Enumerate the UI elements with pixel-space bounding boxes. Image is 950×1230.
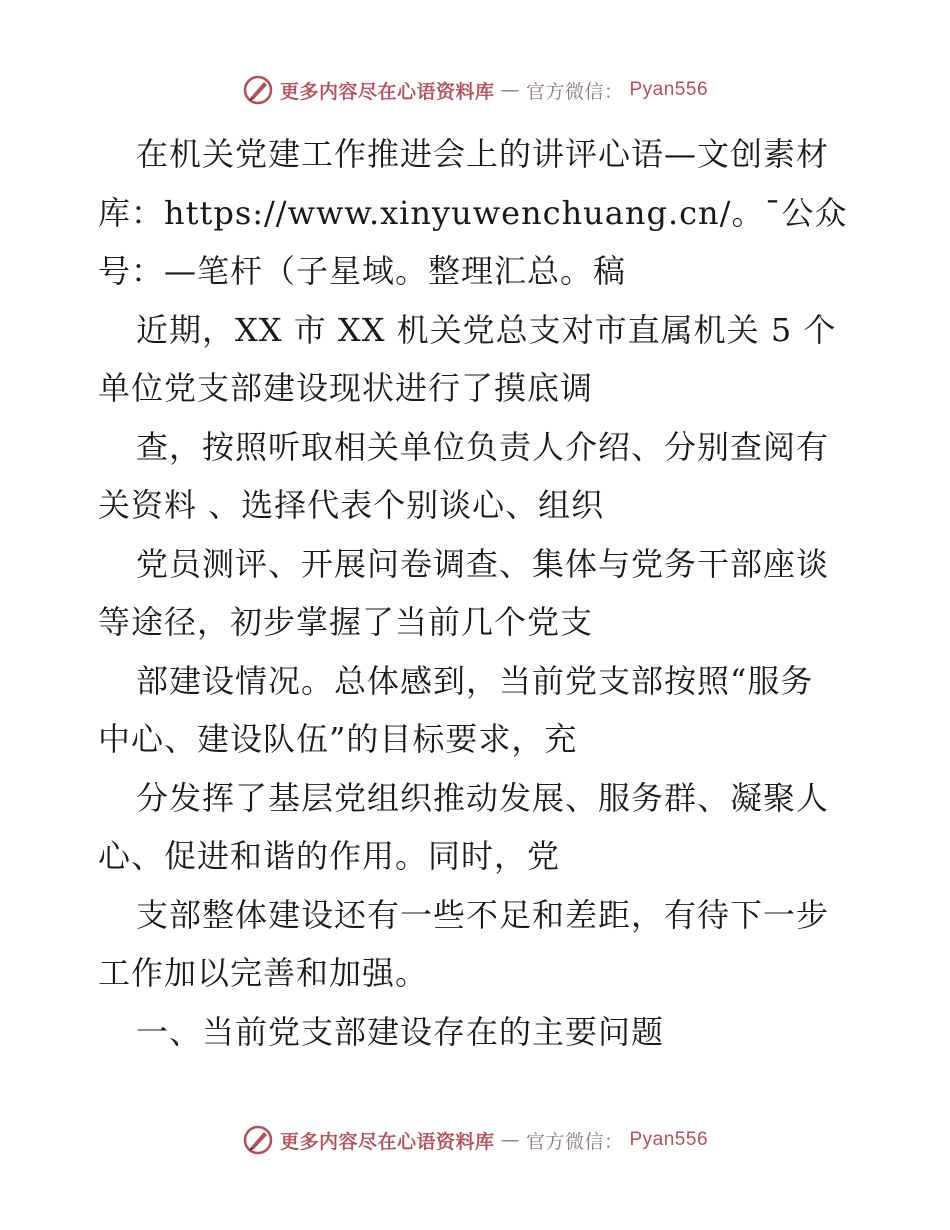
text-line: 关资料 、选择代表个别谈心、组织 [98, 486, 605, 524]
text-line: 近期，XX 市 XX 机关党总支对市直属机关 5 个 [136, 310, 837, 349]
text-line: 部建设情况。总体感到，当前党支部按照“服务 [136, 661, 814, 700]
text-line: 号：—笔杆（子星域。整理汇总。稿 [98, 252, 627, 290]
text-line: 库：https://www.xinyuwenchuang.cn/。¯公众 [98, 193, 848, 232]
quill-pen-logo-icon [242, 1124, 274, 1156]
footer-watermark [0, 1120, 950, 1160]
text-line: 中心、建设队伍”的目标要求，充 [98, 720, 578, 758]
text-line: 在机关党建工作推进会上的讲评心语—文创素材 [136, 135, 830, 173]
watermark-wechat-label: 官方微信： [525, 1130, 624, 1153]
watermark-wechat-id: Pyan556 [629, 1129, 709, 1150]
section-heading: 一、当前党支部建设存在的主要问题 [136, 1012, 665, 1051]
text-line: 支部整体建设还有一些不足和差距，有待下一步 [136, 895, 830, 934]
watermark-site-name: 更多内容尽在心语资料库 [279, 1130, 495, 1153]
text-line: 心、促进和谐的作用。同时，党 [98, 837, 561, 875]
text-line: 查，按照听取相关单位负责人介绍、分别查阅有 [136, 427, 830, 466]
watermark-site-name: 更多内容尽在心语资料库 [279, 80, 495, 103]
watermark-dash: — [500, 79, 520, 101]
text-line: 单位党支部建设现状进行了摸底调 [98, 369, 594, 407]
watermark-wechat-label: 官方微信： [525, 80, 624, 103]
text-line: 党员测评、开展问卷调查、集体与党务干部座谈 [136, 544, 830, 583]
watermark-dash: — [500, 1129, 520, 1151]
document-body [98, 125, 858, 1061]
text-line: 分发挥了基层党组织推动发展、服务群、凝聚人 [136, 778, 830, 817]
text-line: 等途径，初步掌握了当前几个党支 [98, 603, 594, 641]
text-line: 工作加以完善和加强。 [98, 954, 429, 992]
header-watermark [0, 70, 950, 110]
quill-pen-logo-icon [242, 74, 274, 106]
watermark-wechat-id: Pyan556 [629, 79, 709, 100]
